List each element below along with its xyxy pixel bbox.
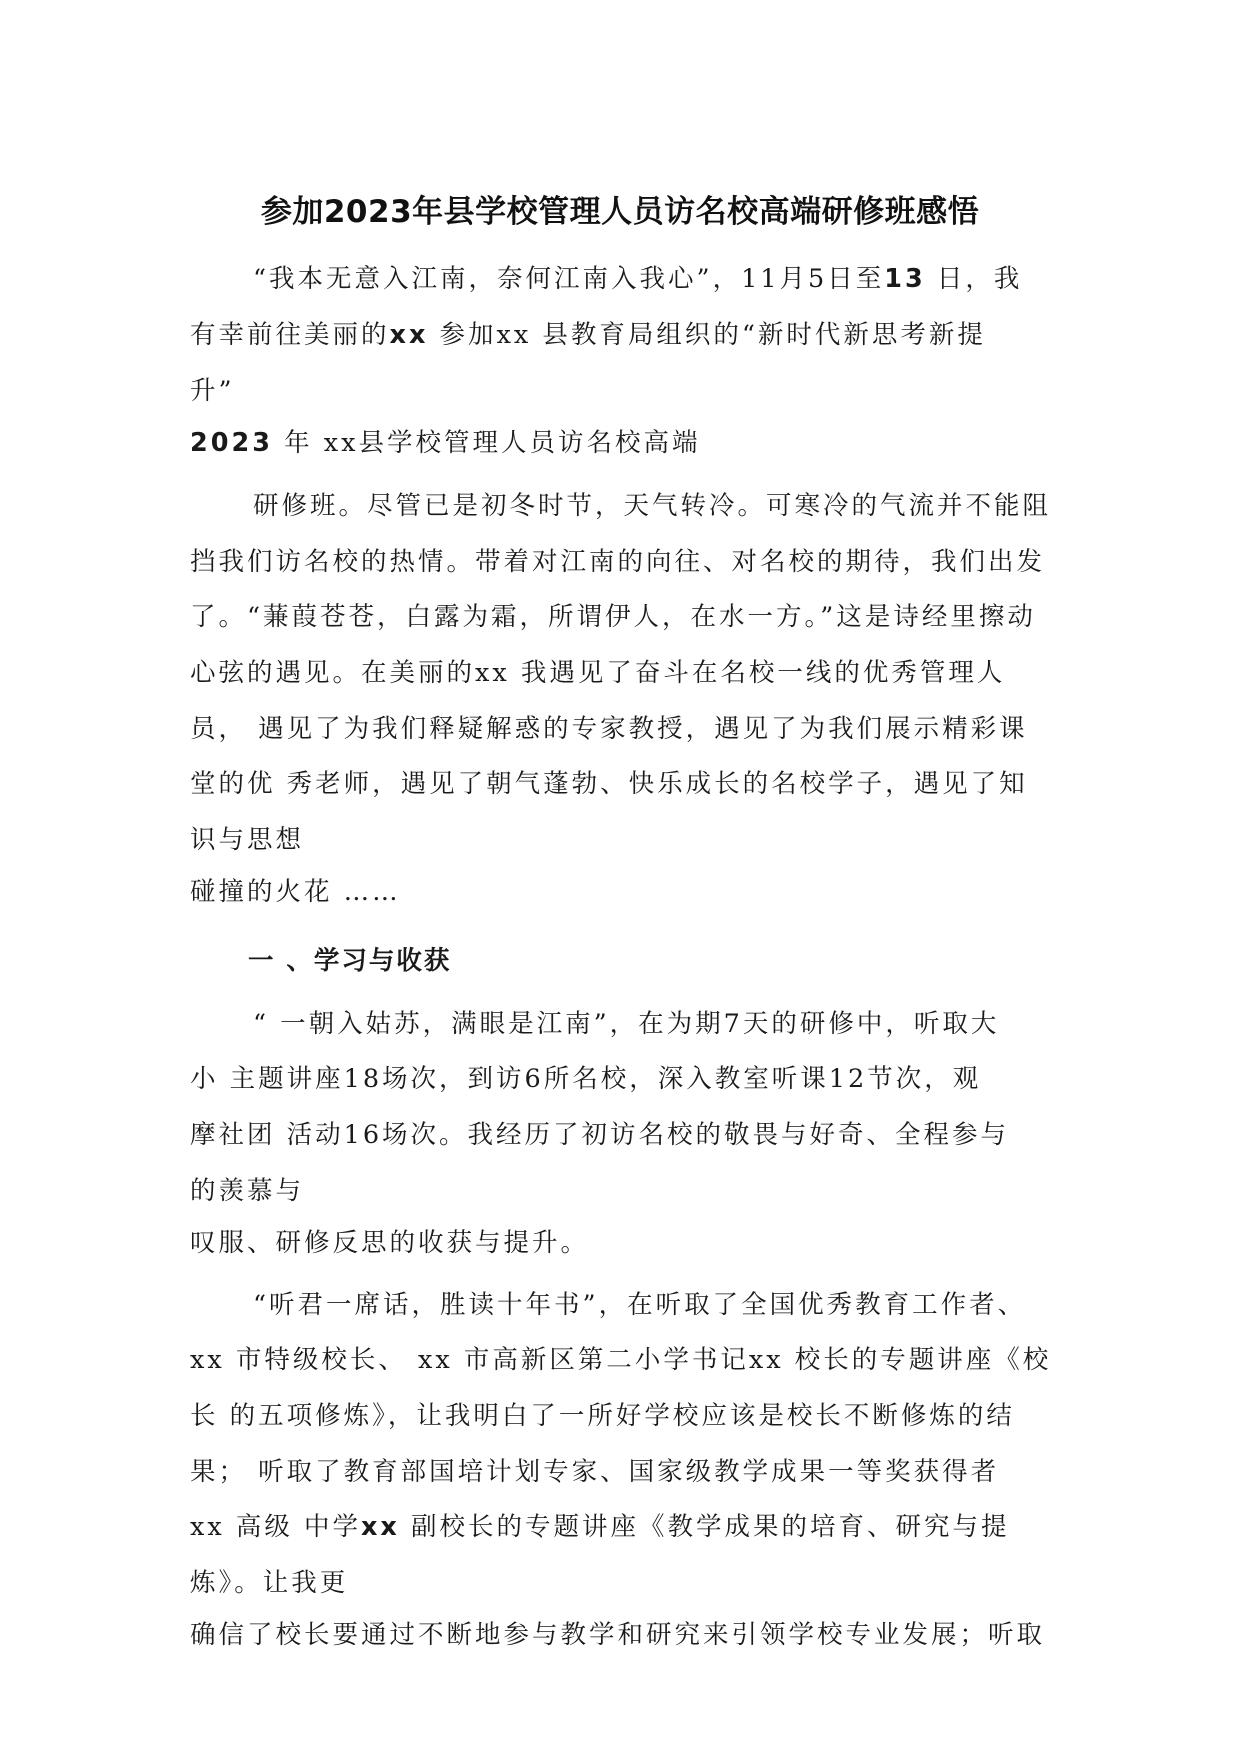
intro-line-1-text: “我本无意入江南，奈何江南入我心”，11月5日至 (253, 264, 885, 294)
para3-line: xx 市特级校长、 xx 市高新区第二小学书记xx 校长的专题讲座《校 (190, 1345, 1052, 1375)
para3-line: 炼》。让我更 (190, 1568, 349, 1598)
para1-line: 识与思想 (190, 825, 305, 855)
intro-line-2 (190, 318, 986, 352)
intro-line-1 (253, 262, 1022, 296)
intro-line-2-text-a: 有幸前往美丽的 (190, 320, 390, 350)
intro-line-4 (190, 426, 700, 460)
para1-line: 研修班。尽管已是初冬时节，天气转冷。可寒冷的气流并不能阻 (253, 491, 1052, 521)
para2-line: “ 一朝入姑苏，满眼是江南”，在为期7天的研修中，听取大 (253, 1009, 1000, 1039)
para2-line: 叹服、研修反思的收获与提升。 (190, 1228, 590, 1258)
para1-line: 员， 遇见了为我们释疑解惑的专家教授，遇见了为我们展示精彩课 (190, 714, 1028, 744)
para2-line: 的羡慕与 (190, 1176, 305, 1206)
intro-line-1-end: 日，我 (925, 264, 1023, 294)
para1-line: 挡我们访名校的热情。带着对江南的向往、对名校的期待，我们出发 (190, 547, 1046, 577)
intro-line-4-bold: 2023 (190, 428, 273, 458)
para1-line: 碰撞的火花 …… (190, 877, 401, 907)
para3-line: 确信了校长要通过不断地参与教学和研究来引领学校专业发展；听取 (190, 1620, 1046, 1650)
para3-line: 长 的五项修炼》，让我明白了一所好学校应该是校长不断修炼的结 (190, 1401, 1015, 1431)
para3-line-5-text-a: xx 高级 中学 (190, 1512, 361, 1542)
para3-line-5-text-b: 副校长的专题讲座《教学成果的培育、研究与提 (399, 1512, 1010, 1542)
section-heading: 一 、学习与收获 (248, 946, 452, 976)
para2-line: 摩社团 活动16场次。我经历了初访名校的敬畏与好奇、全程参与 (190, 1120, 1010, 1150)
intro-line-2-text-b: 参加xx 县教育局组织的“新时代新思考新提 (428, 320, 986, 350)
para3-line: “听君一席话，胜读十年书”，在听取了全国优秀教育工作者、 (253, 1290, 1027, 1320)
intro-line-3: 升” (190, 376, 235, 406)
intro-line-2-bold: xx (389, 320, 429, 350)
para1-line: 堂的优 秀老师，遇见了朝气蓬勃、快乐成长的名校学子，遇见了知 (190, 769, 1028, 799)
intro-line-1-bold: 13 (884, 264, 926, 294)
document-title: 参加2023年县学校管理人员访名校高端研修班感悟 (260, 194, 980, 230)
intro-line-4-text: 年 xx县学校管理人员访名校高端 (272, 428, 701, 458)
para2-line: 小 主题讲座18场次，到访6所名校，深入教室听课12节次，观 (190, 1064, 982, 1094)
para3-line-5 (190, 1510, 1010, 1544)
para1-line: 心弦的遇见。在美丽的xx 我遇见了奋斗在名校一线的优秀管理人 (190, 658, 1006, 688)
para3-line-5-bold: xx (360, 1512, 400, 1542)
para1-line: 了。“蒹葭苍苍，白露为霜，所谓伊人，在水一方。”这是诗经里擦动 (190, 602, 1036, 632)
para3-line: 果； 听取了教育部国培计划专家、国家级教学成果一等奖获得者 (190, 1457, 1000, 1487)
